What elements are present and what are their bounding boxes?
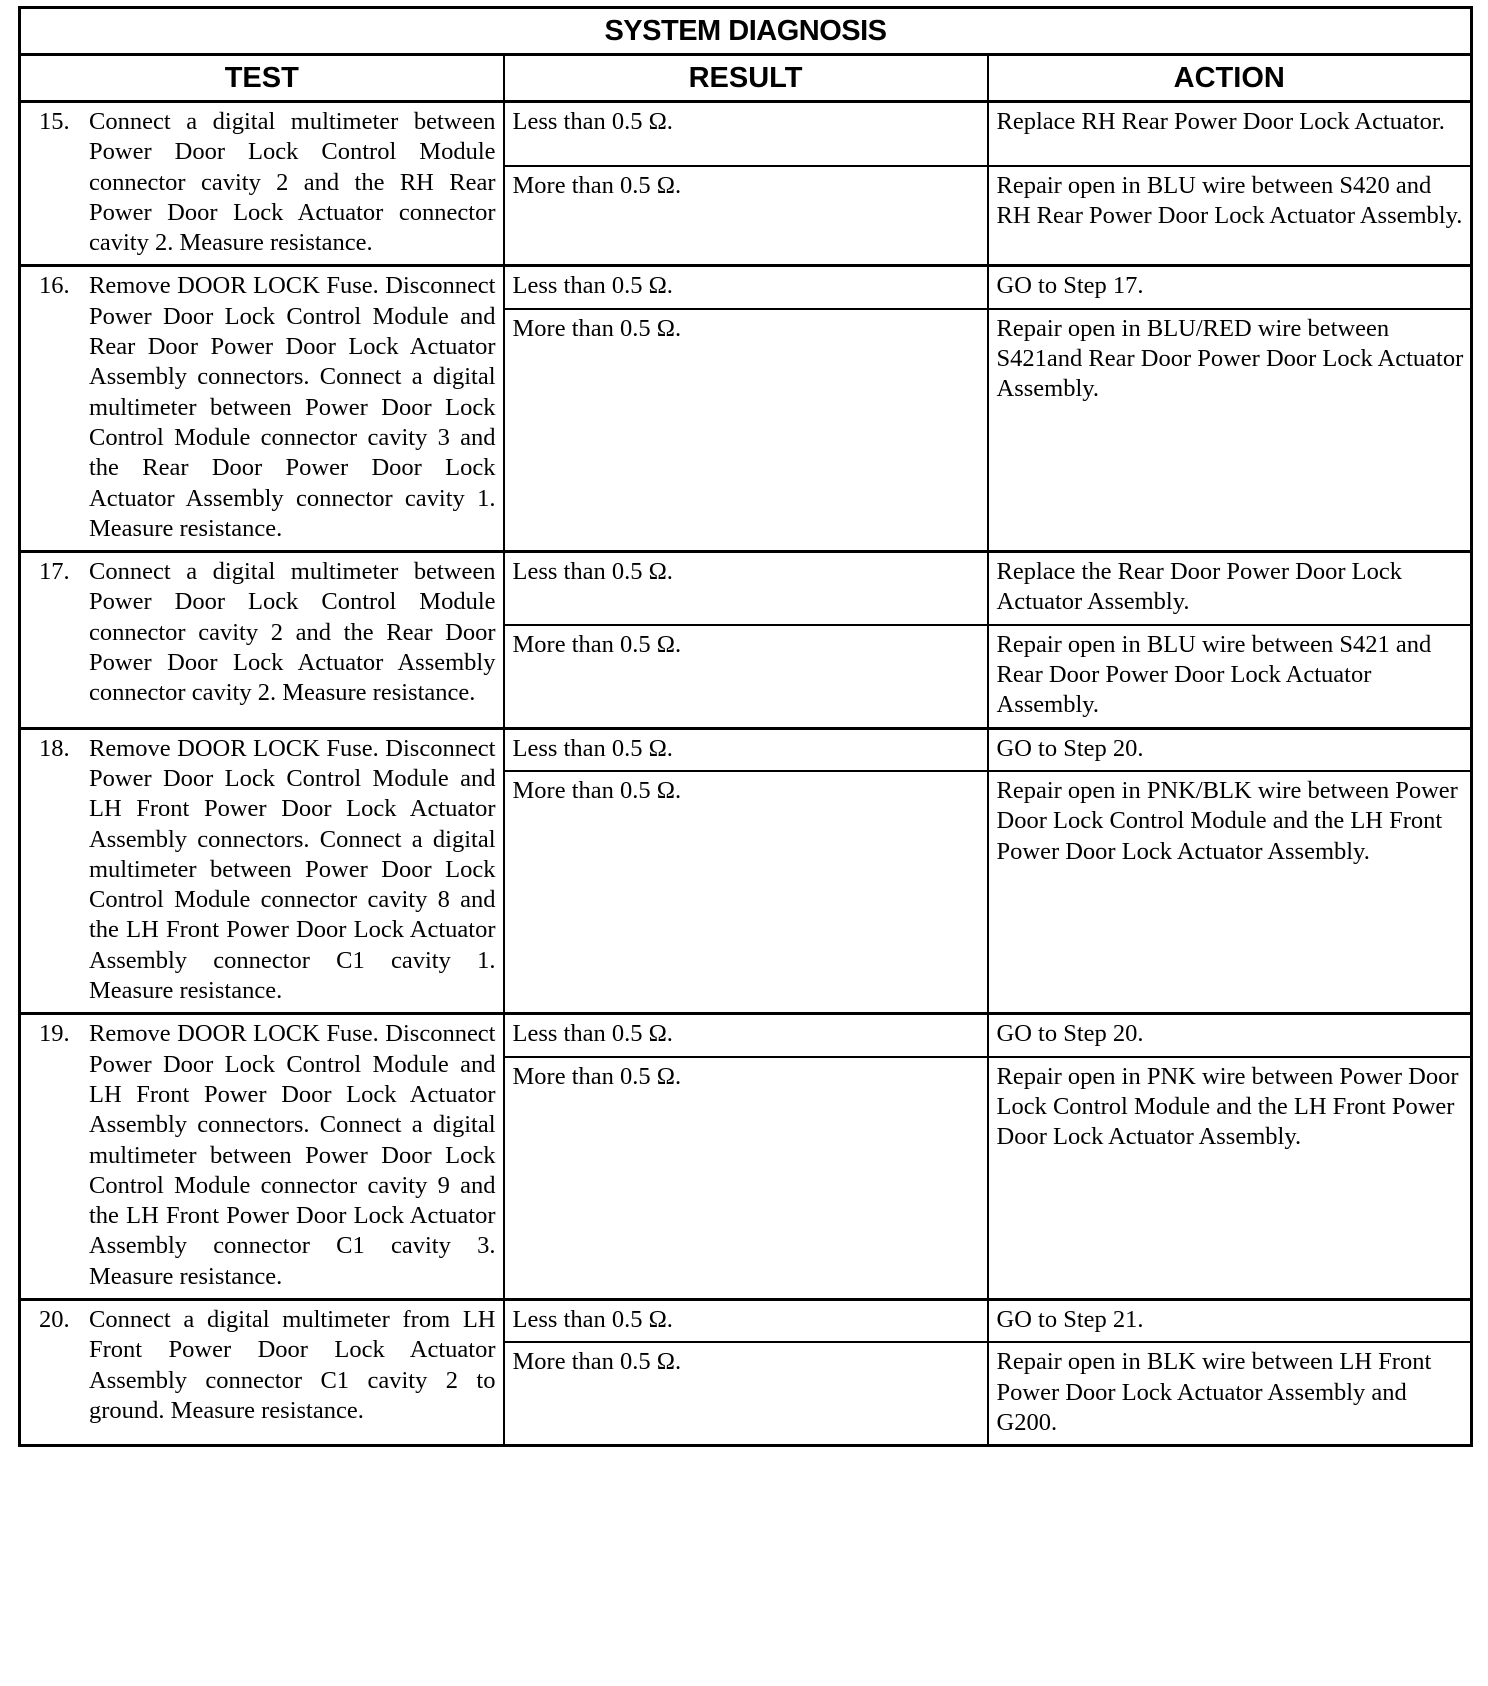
column-header-result: RESULT xyxy=(504,55,988,102)
action-cell: Repair open in BLU wire between S421 and Rear Door Power Door Lock Actuator Assembly. xyxy=(988,625,1472,728)
result-cell: Less than 0.5 Ω. xyxy=(504,102,988,166)
table-row xyxy=(20,1014,1472,1057)
table-row xyxy=(20,102,1472,166)
test-wrapper xyxy=(39,107,496,258)
test-text: Connect a digital multimeter between Power Door Lock Control Module connector cavity 2 and the Rear Door Power Door Lock Actuator Assembly connector cavity 2. Measure resistance. xyxy=(89,558,496,707)
action-cell: Repair open in BLK wire between LH Front Power Door Lock Actuator Assembly and G200. xyxy=(988,1342,1472,1445)
action-cell: GO to Step 21. xyxy=(988,1299,1472,1342)
result-cell: More than 0.5 Ω. xyxy=(504,625,988,728)
test-wrapper xyxy=(39,1019,496,1292)
table-row xyxy=(20,266,1472,309)
test-cell xyxy=(20,266,504,552)
column-header-test: TEST xyxy=(20,55,504,102)
step-number: 20. xyxy=(39,1305,70,1333)
action-cell: GO to Step 20. xyxy=(988,728,1472,771)
step-number: 18. xyxy=(39,734,70,762)
action-cell: GO to Step 20. xyxy=(988,1014,1472,1057)
step-number: 17. xyxy=(39,558,70,586)
result-cell: Less than 0.5 Ω. xyxy=(504,728,988,771)
result-cell: More than 0.5 Ω. xyxy=(504,166,988,266)
test-cell xyxy=(20,102,504,266)
action-cell: Replace RH Rear Power Door Lock Actuator. xyxy=(988,102,1472,166)
action-cell: GO to Step 17. xyxy=(988,266,1472,309)
result-cell: Less than 0.5 Ω. xyxy=(504,1014,988,1057)
action-cell: Repair open in PNK/BLK wire between Power Door Lock Control Module and the LH Front Power Door Lock Actuator Assembly. xyxy=(988,771,1472,1014)
test-text: Remove DOOR LOCK Fuse. Disconnect Power Door Lock Control Module and LH Front Power Door Lock Actuator Assembly connectors. Connect a digital multimeter between Power Door Lock Control Module connector cavity 8 and the LH Front Power Door Lock Actuator Assembly connector C1 cavity 1. Measure resistance. xyxy=(89,734,496,1005)
result-cell: More than 0.5 Ω. xyxy=(504,309,988,552)
result-cell: More than 0.5 Ω. xyxy=(504,1057,988,1300)
table-row xyxy=(20,552,1472,625)
diagnosis-rows xyxy=(20,102,1472,1446)
table-title: SYSTEM DIAGNOSIS xyxy=(20,8,1472,55)
step-number: 19. xyxy=(39,1020,70,1048)
result-cell: Less than 0.5 Ω. xyxy=(504,552,988,625)
test-text: Remove DOOR LOCK Fuse. Disconnect Power Door Lock Control Module and Rear Door Power Door Lock Actuator Assembly connectors. Connect a digital multimeter between Power Door Lock Control Module connector cavity 3 and the Rear Door Power Door Lock Actuator Assembly connector cavity 1. Measure resistance. xyxy=(89,272,496,542)
test-text: Remove DOOR LOCK Fuse. Disconnect Power Door Lock Control Module and LH Front Power Door Lock Actuator Assembly connectors. Connect a digital multimeter between Power Door Lock Control Module connector cavity 9 and the LH Front Power Door Lock Actuator Assembly connector C1 cavity 3. Measure resistance. xyxy=(89,1020,496,1290)
action-cell: Repair open in BLU wire between S420 and RH Rear Power Door Lock Actuator Assembly. xyxy=(988,166,1472,266)
step-number: 16. xyxy=(39,272,70,300)
test-wrapper xyxy=(39,734,496,1007)
system-diagnosis-table xyxy=(18,6,1473,1447)
test-cell xyxy=(20,728,504,1014)
result-cell: Less than 0.5 Ω. xyxy=(504,266,988,309)
test-text: Connect a digital multimeter between Power Door Lock Control Module connector cavity 2 and the RH Rear Power Door Lock Actuator connector cavity 2. Measure resistance. xyxy=(89,108,496,257)
column-header-action: ACTION xyxy=(988,55,1472,102)
action-cell: Replace the Rear Door Power Door Lock Actuator Assembly. xyxy=(988,552,1472,625)
step-number: 15. xyxy=(39,108,70,135)
action-cell: Repair open in PNK wire between Power Door Lock Control Module and the LH Front Power Door Lock Actuator Assembly. xyxy=(988,1057,1472,1300)
diagnosis-page xyxy=(18,6,1470,1447)
test-cell xyxy=(20,1014,504,1300)
result-cell: More than 0.5 Ω. xyxy=(504,1342,988,1445)
test-cell xyxy=(20,552,504,728)
test-wrapper xyxy=(39,271,496,544)
test-text: Connect a digital multimeter from LH Front Power Door Lock Actuator Assembly connector C1 cavity 2 to ground. Measure resistance. xyxy=(89,1305,496,1424)
action-cell: Repair open in BLU/RED wire between S421and Rear Door Power Door Lock Actuator Assembly. xyxy=(988,309,1472,552)
test-cell xyxy=(20,1299,504,1445)
result-cell: More than 0.5 Ω. xyxy=(504,771,988,1014)
table-row xyxy=(20,728,1472,771)
result-cell: Less than 0.5 Ω. xyxy=(504,1299,988,1342)
table-row xyxy=(20,1299,1472,1342)
test-wrapper xyxy=(39,1305,496,1426)
test-wrapper xyxy=(39,557,496,708)
